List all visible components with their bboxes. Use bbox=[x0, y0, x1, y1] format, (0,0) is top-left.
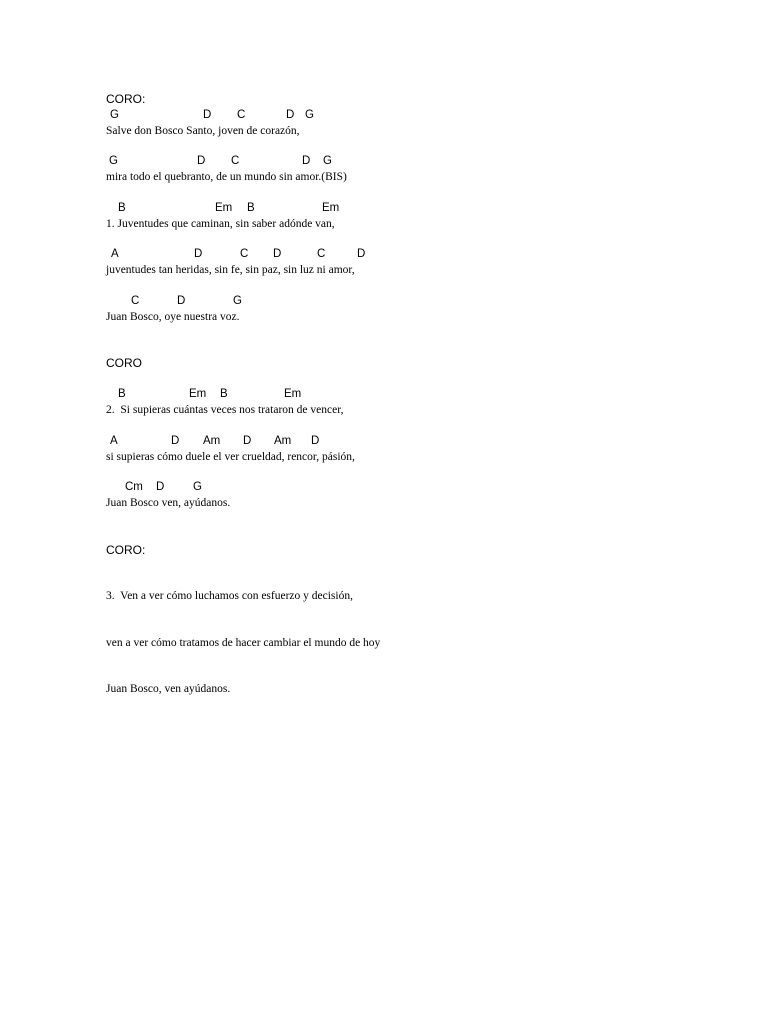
chord: D bbox=[243, 435, 252, 447]
section-label-coro: CORO: bbox=[106, 92, 146, 106]
lyric-line: Salve don Bosco Santo, joven de corazón, bbox=[106, 125, 300, 137]
section-label-coro: CORO bbox=[106, 356, 142, 370]
chord: Em bbox=[284, 388, 302, 400]
lyric-line: Juan Bosco, ven ayúdanos. bbox=[106, 683, 231, 695]
chord: C bbox=[231, 155, 240, 167]
chord: D bbox=[286, 109, 295, 121]
lyric-line: si supieras cómo duele el ver crueldad, rencor, pásión, bbox=[106, 451, 355, 463]
chord: B bbox=[220, 388, 228, 400]
lyric-line: Juan Bosco, oye nuestra voz. bbox=[106, 311, 240, 323]
chord: B bbox=[118, 388, 126, 400]
chord: D bbox=[197, 155, 206, 167]
chord: D bbox=[357, 248, 366, 260]
chord: Am bbox=[274, 435, 292, 447]
chord: D bbox=[273, 248, 282, 260]
section-label-coro: CORO: bbox=[106, 543, 146, 557]
chord: C bbox=[317, 248, 326, 260]
chord: D bbox=[171, 435, 180, 447]
chord: C bbox=[237, 109, 246, 121]
chord: G bbox=[110, 109, 119, 121]
lyric-line: mira todo el quebranto, de un mundo sin amor.(BIS) bbox=[106, 171, 347, 183]
lyric-line: 1. Juventudes que caminan, sin saber adónde van, bbox=[106, 218, 335, 230]
chord: D bbox=[311, 435, 320, 447]
lyric-line: juventudes tan heridas, sin fe, sin paz, sin luz ni amor, bbox=[106, 264, 355, 276]
chord: G bbox=[233, 295, 242, 307]
chord: G bbox=[323, 155, 332, 167]
chord: Em bbox=[189, 388, 207, 400]
chord: Em bbox=[215, 202, 233, 214]
chord: Am bbox=[203, 435, 221, 447]
chord: G bbox=[109, 155, 118, 167]
lyric-line: Juan Bosco ven, ayúdanos. bbox=[106, 497, 231, 509]
lyric-line: 2. Si supieras cuántas veces nos trataron de vencer, bbox=[106, 404, 344, 416]
chord: A bbox=[110, 435, 118, 447]
chord: D bbox=[302, 155, 311, 167]
chord: G bbox=[193, 481, 202, 493]
chord: D bbox=[156, 481, 165, 493]
chord: B bbox=[247, 202, 255, 214]
chord: G bbox=[305, 109, 314, 121]
chord: C bbox=[131, 295, 140, 307]
lyric-line: ven a ver cómo tratamos de hacer cambiar el mundo de hoy bbox=[106, 637, 381, 649]
chord: C bbox=[240, 248, 249, 260]
chord: D bbox=[194, 248, 203, 260]
lyric-line: 3. Ven a ver cómo luchamos con esfuerzo y decisión, bbox=[106, 590, 353, 602]
chord: D bbox=[177, 295, 186, 307]
chord: D bbox=[203, 109, 212, 121]
chord: A bbox=[111, 248, 119, 260]
chord: Cm bbox=[125, 481, 143, 493]
chord: Em bbox=[322, 202, 340, 214]
chord: B bbox=[118, 202, 126, 214]
